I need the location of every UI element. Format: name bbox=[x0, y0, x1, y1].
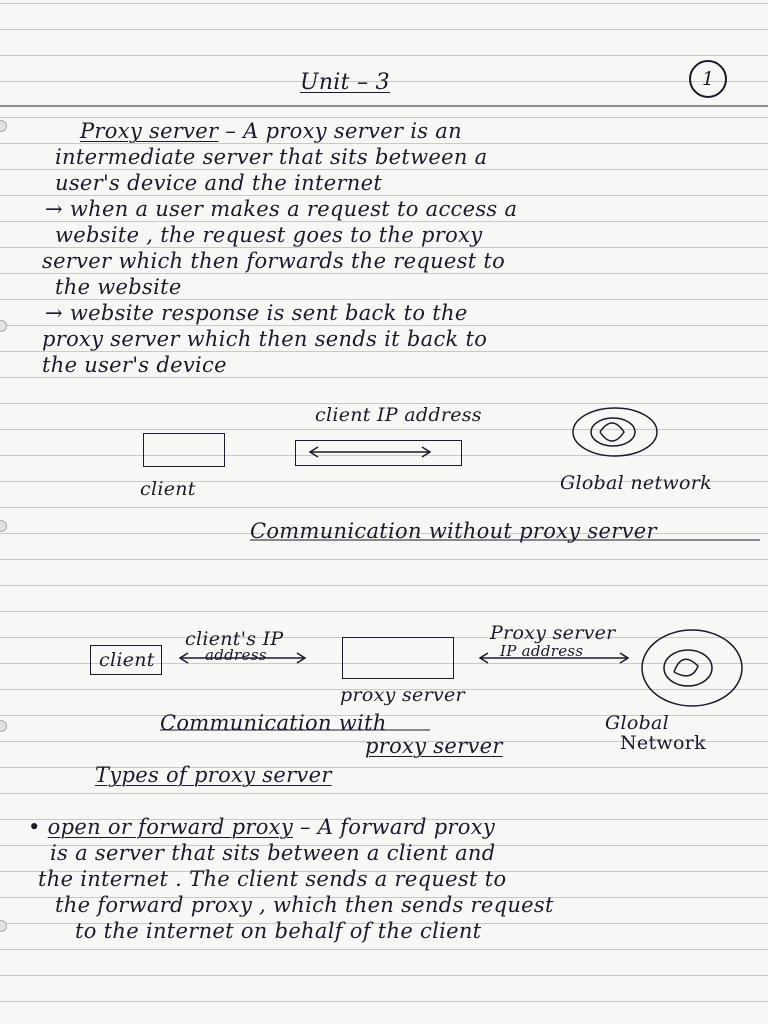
diagram1-globe-swirl bbox=[600, 423, 624, 441]
diagram2-left-arrowhead-2 bbox=[297, 653, 305, 663]
diagram1-client-label: client bbox=[140, 478, 196, 500]
definition-line-2: intermediate server that sits between a bbox=[55, 145, 488, 169]
page-title: Unit – 3 bbox=[300, 70, 390, 95]
types-heading: Types of proxy server bbox=[95, 763, 332, 787]
type-1-line-5: to the internet on behalf of the client bbox=[75, 919, 482, 943]
diagram2-client-box bbox=[90, 645, 162, 675]
binder-hole bbox=[0, 720, 7, 732]
point-2-line-1: → website response is sent back to the bbox=[45, 301, 468, 325]
diagram1-arrow-label: client IP address bbox=[315, 404, 482, 426]
diagram2-left-arrowhead-1 bbox=[180, 653, 188, 663]
diagram2-network-label-1: Global bbox=[605, 712, 670, 734]
diagram2-globe-swirl bbox=[674, 659, 698, 676]
diagram2-left-arrow-label-2: address bbox=[205, 646, 267, 664]
definition-rest: – A proxy server is an bbox=[225, 119, 462, 143]
binder-hole bbox=[0, 120, 7, 132]
type-1-line-2: is a server that sits between a client and bbox=[50, 841, 496, 865]
point-1-line-1: → when a user makes a request to access a bbox=[45, 197, 518, 221]
binder-hole bbox=[0, 520, 7, 532]
diagram2-right-arrowhead-1 bbox=[480, 653, 488, 663]
type-1-rest: – A forward proxy bbox=[299, 815, 496, 839]
diagram2-globe-outer bbox=[642, 630, 742, 706]
diagram2-right-arrow-label-1: Proxy server bbox=[490, 622, 616, 644]
binder-hole bbox=[0, 920, 7, 932]
diagram2-right-arrowhead-2 bbox=[620, 653, 628, 663]
diagram2-caption-1: Communication with bbox=[160, 711, 387, 735]
binder-hole bbox=[0, 320, 7, 332]
diagram2-network-label-2: Network bbox=[620, 732, 706, 754]
point-2-line-3: the user's device bbox=[42, 353, 227, 377]
diagram1-client-box bbox=[143, 433, 225, 467]
diagram2-proxy-label: proxy server bbox=[340, 684, 465, 706]
definition-line-1 bbox=[80, 118, 462, 144]
point-1-line-3: server which then forwards the request to bbox=[42, 249, 506, 273]
type-1-term: open or forward proxy bbox=[47, 815, 293, 839]
definition-line-3: user's device and the internet bbox=[55, 171, 383, 195]
diagram2-globe-inner bbox=[664, 650, 712, 686]
diagram1-globe-inner bbox=[591, 418, 635, 446]
point-1-line-2: website , the request goes to the proxy bbox=[55, 223, 483, 247]
definition-term: Proxy server bbox=[80, 119, 219, 143]
diagram1-caption: Communication without proxy server bbox=[250, 519, 657, 543]
page-number: 1 bbox=[689, 60, 727, 98]
point-2-line-2: proxy server which then sends it back to bbox=[42, 327, 488, 351]
diagram1-link-box bbox=[295, 440, 462, 466]
type-1-line-4: the forward proxy , which then sends request bbox=[55, 893, 554, 917]
type-1-line-3: the internet . The client sends a request to bbox=[38, 867, 507, 891]
type-1-line-1: • open or forward proxy – A forward proxy bbox=[28, 815, 496, 839]
diagram2-proxy-box bbox=[342, 637, 454, 679]
diagram2-client-box-label: client bbox=[99, 649, 155, 671]
header-rule bbox=[0, 105, 768, 107]
diagram1-network-label: Global network bbox=[560, 472, 712, 494]
point-1-line-4: the website bbox=[55, 275, 182, 299]
diagram1-globe-outer bbox=[573, 408, 657, 456]
diagram2-left-arrow-label-1: client's IP bbox=[185, 628, 284, 650]
diagram2-right-arrow-label-2: IP address bbox=[500, 642, 584, 660]
diagram2-caption-2: proxy server bbox=[365, 734, 503, 758]
